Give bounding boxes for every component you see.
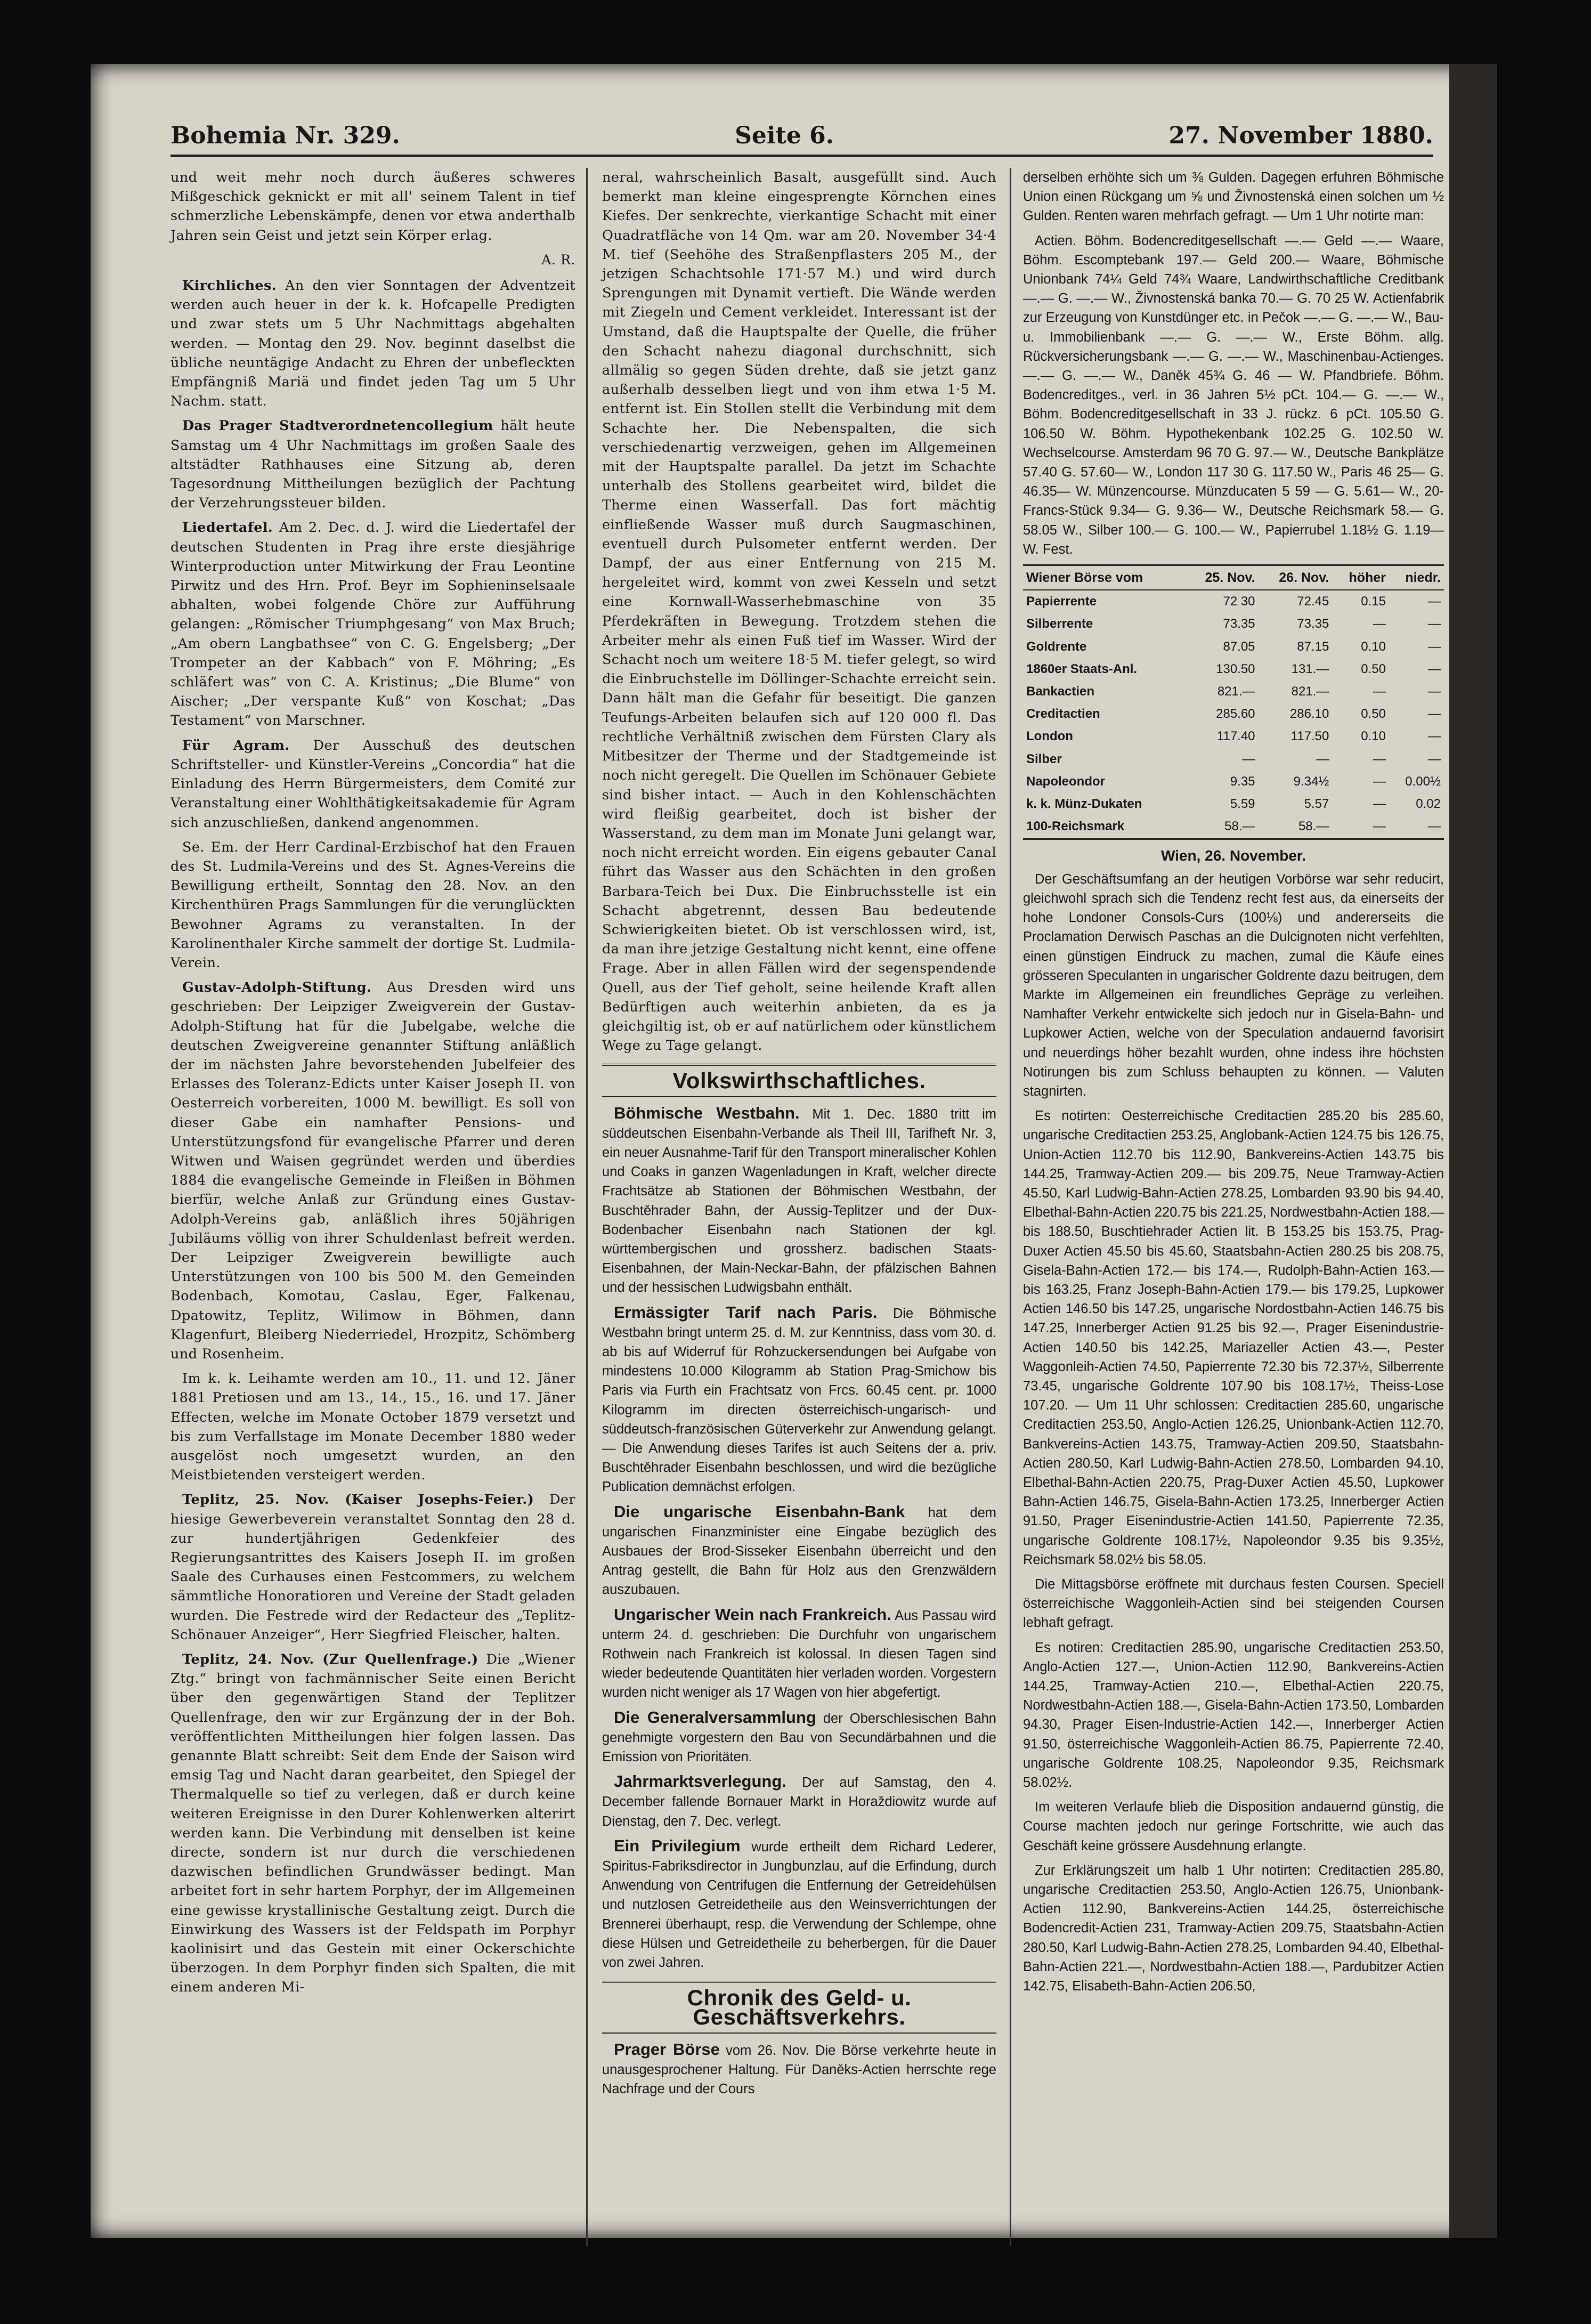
table-cell: — bbox=[1428, 617, 1441, 631]
article-text: und weit mehr noch durch äußeres schweres Mißgeschick geknickt er mit all' seinem Talent in tief schmerzliche Lebenskämpfe, denen vor etwa anderthalb Jahren sein Geist und jetzt sein Körper erlag. bbox=[171, 169, 575, 244]
stock-quotes: Actien. Böhm. Bodencreditgesellschaft —.— Geld —.— Waare, Böhm. Escomptebank 197.— Geld 200.— Waare, Böhmische Unionbank 74¼ Geld 74¾ Waare, Landwirthschaftliche Creditbank —.— G. —.— W., Živnostenská banka 70.— G. 70 25 W. Actienfabrik zur Erzeugung von Kunstdünger etc. in Pečok —.— G. —.— W., Bau- u. Immobilienbank —.— G. —.— W., Erste Böhm. allg. Rückversicherungsbank —.— G. —.— W., Maschinenbau-Actienges. —.— G. —.— W., Daněk 45¾ G. 46 — W. Pfandbriefe. Böhm. Bodencreditges., verl. in 36 Jahren 5½ pCt. 104.— G. —.— W., Böhm. Bodencreditgesellschaft in 33 J. rückz. 6 pCt. 105.50 G. 106.50 W. Böhm. Hypothekenbank 102.25 G. 102.50 W. Wechselcourse. Amsterdam 96 70 G. 97.— W., Deutsche Bankplätze 57.40 G. 57.60— W., London 117 30 G. 117.50 W., Paris 46 25— G. 46.35— W. Münzencourse. Münzducaten 5 59 — G. 5.61— W., 20-Francs-Stück 9.34— G. 9.36— W., Deutsche Reichsmark 58.— G. 58.05 W., Silber 100.— G. 100.— W., Papierrubel 1.18½ G. 1.19— W. Fest. bbox=[1023, 233, 1444, 557]
table-cell: 117.40 bbox=[1216, 729, 1255, 744]
table-cell: 58.— bbox=[1259, 815, 1333, 839]
table-row bbox=[1023, 613, 1444, 635]
table-cell: — bbox=[1428, 661, 1441, 676]
table-row bbox=[1023, 636, 1444, 658]
news-item bbox=[171, 1490, 575, 1645]
news-body: Am 2. Dec. d. J. wird die Liedertafel der deutschen Studenten in Prag ihre erste diesjährige Winterproduction unter Mitwirkung der Frau Leontine Pirwitz und des Hrn. Prof. Beyr im Sophieninselsaale abhalten, wobei folgende Chöre zur Aufführung gelangen: „Römischer Triumphgesang“ von Max Bruch; „Am obern Langbathsee“ von C. G. Engelsberg; „Der Trompeter an der Kabbach“ von F. Möhring; „Es schläfert was“ von C. A. Kristinus; „Die Blume“ von Aischer; „Der verspante Kuß“ von Koschat; „Das Testament“ von Marschner. bbox=[171, 520, 575, 729]
table-header-cell: höher bbox=[1332, 565, 1389, 590]
table-row-label: Napoleondor bbox=[1026, 774, 1105, 789]
news-item bbox=[171, 978, 575, 1364]
table-cell: 130.50 bbox=[1216, 661, 1255, 676]
table-cell: — bbox=[1373, 751, 1386, 766]
newspaper-page bbox=[91, 64, 1497, 2238]
economy-item bbox=[602, 1836, 996, 1972]
table-row-label: 100-Reichsmark bbox=[1023, 815, 1184, 839]
page-edge-shadow bbox=[1449, 64, 1497, 2238]
table-cell: — bbox=[1242, 751, 1255, 766]
news-headline: Gustav-Adolph-Stiftung. bbox=[182, 979, 372, 996]
economy-body: hat dem ungarischen Finanzminister eine Eingabe bezüglich des Ausbaues der Brod-Sisseker Eisenbahn überreicht und den Antrag gestellt, die Bahn für Holz aus den Grenzwäldern auszubauen. bbox=[602, 1505, 996, 1598]
table-cell: 9.35 bbox=[1230, 774, 1255, 789]
table-row bbox=[1023, 658, 1444, 681]
column-divider-1 bbox=[586, 168, 588, 2246]
header-page-number: Seite 6. bbox=[735, 122, 834, 149]
finance-body: vom 26. Nov. Die Börse verkehrte heute in unausgesprochener Haltung. Für Daněks-Actien herrschte rege Nachfrage und der Cours bbox=[602, 2043, 996, 2097]
table-row-label: Silber bbox=[1026, 751, 1062, 766]
news-headline: Liedertafel. bbox=[182, 520, 273, 536]
page-header bbox=[171, 96, 1433, 149]
section-title-finance-chronicle: Chronik des Geld- u. Geschäftsverkehrs. bbox=[602, 1981, 996, 2033]
table-cell: — bbox=[1373, 617, 1386, 631]
vienna-exchange-table bbox=[1023, 564, 1444, 839]
table-cell: — bbox=[1428, 729, 1441, 744]
table-row bbox=[1023, 725, 1444, 748]
table-header-cell: niedr. bbox=[1389, 565, 1444, 590]
finance-text: Der Geschäftsumfang an der heutigen Vorbörse war sehr reducirt, gleichwohl sprach sich die Tendenz recht fest aus, da einerseits der hohe Londoner Consols-Curs (100⅛) und andererseits die Proclamation Derwisch Paschas an die Dulcignoten nicht verfehlten, einen günstigen Eindruck zu machen, zumal die Käufe eines grösseren Speculanten in ungarischer Goldrente dazu beitrugen, dem Markte im Allgemeinen ein freundliches Gepräge zu verleihen. Namhafter Verkehr entwickelte sich jedoch nur in Gisela-Bahn- und Lupkower Actien, welche von der Speculation andauernd favorisirt und neuerdings höher bezahlt wurden, ohne indess ihre höchsten Notirungen bis zum Schluss behaupten zu können. — Valuten stagnirten. bbox=[1023, 871, 1444, 1099]
vienna-report-title: Wien, 26. November. bbox=[1160, 847, 1306, 864]
finance-item bbox=[602, 2040, 996, 2099]
finance-text: Zur Erklärungszeit um halb 1 Uhr notirten: Creditactien 285.80, ungarische Creditactien 253.50, Anglo-Actien 126.75, Unionbank-Actien 112.90, Bankvereins-Actien 144.25, österreichische Bodencredit-Actien 231, Tramway-Actien 209.75, Staatsbahn-Actien 280.50, Karl Ludwig-Bahn-Actien 278.25, Lombarden 94.40, Elbethal-Bahn-Actien 221.—, Nordwestbahn-Actien 188.—, Pardubitzer Actien 142.75, Elisabeth-Bahn-Actien 206.50, bbox=[1023, 1863, 1444, 1994]
article-continuation: neral, wahrscheinlich Basalt, ausgefüllt sind. Auch bemerkt man kleine eingesprengte Körnchen eines Kiefes. Der senkrechte, vierkantige Schacht mit einer Quadratfläche von 14 Qm. war am 20. November 34·4 M. tief (Seehöhe des Straßenpflasters 205 M., der jetzigen Schachtsohle 171·57 M.) und wird durch Sprengungen mit Dynamit vertieft. Die Wände werden mit Ziegeln und Cement verkleidet. Interessant ist der Umstand, daß die Hauptspalte der Quelle, die früher den Schacht nahezu diagonal durchschnitt, sich allmälig so gegen Süden drehte, daß sie jetzt ganz außerhalb desselben liegt und von ihm etwa 1·5 M. entfernt ist. Ein Stollen stellt die Verbindung mit dem Schachte her. Die Nebenspalten, die sich verschiedenartig verzweigen, gehen im Allgemeinen mit der Hauptspalte parallel. Da jetzt im Schachte unterhalb des Stollens gearbeitet wird, bildet die Therme einen Wasserfall. Das fort mächtig einfließende Wasser muß durch Saugmaschinen, eventuell durch Pulsometer entfernt werden. Der Dampf, der aus einer Entfernung von 215 M. hergeleitet wird, kommt von zwei Kesseln und setzt eine Kornwall-Wasserhebmaschine von 35 Pferdekräften in Bewegung. Trotzdem stehen die Arbeiter mehr als einen Fuß tief im Wasser. Wird der Schacht noch um weitere 18·5 M. tiefer gelegt, so wird die Einbruchstelle im Döllinger-Schachte erreicht sein. Dann hält man die Gefahr für beseitigt. Die ganzen Teufungs-Arbeiten belaufen sich auf 120 000 fl. Das rechtliche Verhältniß zwischen dem Fürsten Clary als Mitbesitzer der Therme und der Stadtgemeinde ist noch nicht geregelt. Die Quellen im Schönauer Gebiete sind bisher intact. — Auch in den Kohlenschächten wird fleißig gearbeitet, doch ist bisher der Wasserstand, zu dem man im Monate Juni gelangt war, noch nicht erreicht worden. Ein eigens gebauter Canal führt das Wasser aus den Schächten in den großen Barbara-Teich bei Dux. Die Einbruchsstelle ist ein Schacht abgetrennt, dessen Bau bedeutende Schwierigkeiten bietet. Ob ist verschlossen wird, ist, da man ihre jetzige Gestaltung nicht kennt, eine offene Frage. Aber in allen Fällen wird der segenspendende Quell, aus der Tief geholt, seine heilende Kraft allen Bedürftigen auch weiterhin anbieten, da es ja gleichgiltig ist, ob er auf natürlichem oder künstlichem Wege zu Tage gelangt. bbox=[602, 169, 996, 1054]
table-row-label: k. k. Münz-Dukaten bbox=[1026, 797, 1142, 812]
economy-body: wurde ertheilt dem Richard Lederer, Spiritus-Fabriksdirector in Jungbunzlau, auf die Erfindung, durch Anwendung von Centrifugen die Entfernung der Getreidehülsen und nutzlosen Getreidetheile aus den Weinsverrichtungen der Brennerei überhaupt, resp. die Verwendung der Schlempe, ohne diese Hülsen und Getreidetheile zu beherbergen, für die Dauer von zwei Jahren. bbox=[602, 1839, 996, 1971]
table-cell: — bbox=[1373, 797, 1386, 812]
table-row-label: Goldrente bbox=[1026, 639, 1087, 654]
finance-text: Im weiteren Verlaufe blieb die Disposition andauernd günstig, die Course machten jedoch nur geringe Fortschritte, wie auch das Geschäft keine grössere Ausdehnung erlangte. bbox=[1023, 1800, 1444, 1853]
table-row-label: Papierrente bbox=[1026, 594, 1097, 609]
finance-text: Die Mittagsbörse eröffnete mit durchaus festen Coursen. Speciell österreichische Waggonleih-Actien sind bei steigenden Coursen lebhaft gefragt. bbox=[1023, 1577, 1444, 1631]
table-cell: 0.00½ bbox=[1405, 774, 1441, 789]
economy-headline: Böhmische Westbahn. bbox=[614, 1103, 800, 1122]
table-cell: — bbox=[1373, 774, 1386, 789]
news-item bbox=[171, 416, 575, 513]
table-row bbox=[1023, 681, 1444, 703]
economy-headline: Die ungarische Eisenbahn-Bank bbox=[614, 1502, 905, 1521]
table-header-row bbox=[1023, 565, 1444, 590]
table-cell: 286.10 bbox=[1289, 707, 1329, 722]
table-body bbox=[1023, 590, 1444, 839]
news-headline: Teplitz, 25. Nov. (Kaiser Josephs-Feier.) bbox=[182, 1492, 534, 1508]
economy-body: Der auf Samstag, den 4. December fallende Bornauer Markt in Horaždiowitz wurde auf Dienstag, den 7. Dec. verlegt. bbox=[602, 1775, 996, 1829]
economy-item bbox=[602, 1708, 996, 1767]
news-headline: Teplitz, 24. Nov. (Zur Quellenfrage.) bbox=[182, 1651, 478, 1668]
section-title-economy: Volkswirthschaftliches. bbox=[602, 1064, 996, 1097]
news-headline: Das Prager Stadtverordnetencollegium bbox=[182, 418, 493, 434]
table-cell: 58.— bbox=[1184, 815, 1259, 839]
table-cell: 87.05 bbox=[1223, 639, 1255, 654]
table-cell: 0.10 bbox=[1361, 639, 1386, 654]
economy-item bbox=[602, 1303, 996, 1497]
news-headline: Kirchliches. bbox=[182, 278, 277, 294]
table-cell: 72.45 bbox=[1297, 594, 1329, 609]
table-cell: 285.60 bbox=[1216, 707, 1255, 722]
economy-body: Aus Passau wird unterm 24. d. geschrieben: Die Durchfuhr von ungarischem Rothwein nach Frankreich ist kolossal. In diesen Tagen sind wieder bedeutende Quantitäten hier verladen worden. Vorgestern wurden nicht weniger als 17 Wagen von hier abgefertigt. bbox=[602, 1608, 996, 1701]
economy-body: der Oberschlesischen Bahn genehmigte vorgestern den Bau von Secundärbahnen und die Emission von Prioritäten. bbox=[602, 1711, 996, 1765]
table-cell: 821.— bbox=[1291, 684, 1329, 699]
table-row-label: Silberrente bbox=[1026, 617, 1093, 631]
news-body: An den vier Sonntagen der Adventzeit werden auch heuer in der k. k. Hofcapelle Predigten und zwar stets um 5 Uhr Nachmittags abgehalten werden. — Montag den 29. Nov. beginnt daselbst die übliche neuntägige Andacht zu Ehren der unbefleckten Empfängniß Mariä und findet jeden Tag um 5 Uhr Nachm. statt. bbox=[171, 278, 575, 410]
table-cell: 72 30 bbox=[1223, 594, 1255, 609]
table-cell: 73.35 bbox=[1297, 617, 1329, 631]
table-cell: — bbox=[1373, 684, 1386, 699]
table-header-cell: Wiener Börse vom bbox=[1023, 565, 1184, 590]
table-cell: 9.34½ bbox=[1293, 774, 1329, 789]
finance-text: Es notiren: Creditactien 285.90, ungarische Creditactien 253.50, Anglo-Actien 127.—, Union-Actien 112.90, Bankvereins-Actien 144.25, Tramway-Actien 210.—, Elbethal-Actien 220.75, Nordwestbahn-Actien 188.—, Gisela-Bahn-Actien 173.50, Lombarden 94.30, Prager Eisen-Industrie-Actien 142.—, Innerberger Actien 91.50, österreichische Waggonleih-Actien 86.75, Papierrente 72.40, ungarische Goldrente 108.25, Napoleondor 9.35, Reichsmark 58.02½. bbox=[1023, 1640, 1444, 1791]
news-body: Der hiesige Gewerbeverein veranstaltet Sonntag den 28 d. zur hundertjährigen Gedenkfeier des Regierungsantrittes des Kaisers Joseph II. im großen Saale des Curhauses einen Festcommers, zu welchem sämmtliche Honoratioren und Vereine der Stadt geladen wurden. Die Festrede wird der Redacteur des „Teplitz-Schönauer Anzeiger“, Herr Siegfried Fleischer, halten. bbox=[171, 1492, 575, 1643]
column-2 bbox=[602, 168, 996, 2104]
table-cell: 73.35 bbox=[1223, 617, 1255, 631]
news-headline: Für Agram. bbox=[182, 737, 290, 754]
table-cell: 0.15 bbox=[1361, 594, 1386, 609]
table-row bbox=[1023, 748, 1444, 771]
table-cell: 131.— bbox=[1291, 661, 1329, 676]
table-row bbox=[1023, 590, 1444, 613]
economy-item bbox=[602, 1104, 996, 1298]
finance-text: Es notirten: Oesterreichische Creditactien 285.20 bis 285.60, ungarische Creditactien 253.25, Anglobank-Actien 124.75 bis 126.75, Union-Actien 112.70 bis 112.90, Bankvereins-Actien 143.75 bis 144.25, Tramway-Actien 209.— bis 209.75, Neue Tramway-Actien 45.50, Karl Ludwig-Bahn-Actien 278.25, Lombarden 93.90 bis 94.40, Elbethal-Bahn-Actien 220.75 bis 221.25, Nordwestbahn-Actien 188.— bis 188.50, Buschtiehrader Actien lit. B 153.25 bis 153.75, Prag-Duxer Actien 45.50 bis 45.60, Staatsbahn-Actien 280.25 bis 208.75, Gisela-Bahn-Actien 172.— bis 174.—, Rudolph-Bahn-Actien 163.— bis 163.25, Franz Joseph-Bahn-Actien 179.— bis 179.25, Lupkower Actien 146.50 bis 147.25, ungarische Nordostbahn-Actien 146.75 bis 147.25, Innerberger Actien 91.25 bis 92.—, Prager Eisenindustrie-Actien 140.50 bis 142.25, Mariazeller Actien 43.—, Pester Waggonleih-Actien 74.50, Papierrente 72.30 bis 72.37½, Silberrente 73.45, ungarische Goldrente 107.90 bis 108.17½, Theiss-Lose 107.20. — Um 11 Uhr schlossen: Creditactien 285.60, ungarische Creditactien 253.50, Anglo-Actien 126.25, Unionbank-Actien 112.70, Bankvereins-Actien 143.75, Tramway-Actien 209.50, Staatsbahn-Actien 280.50, Karl Ludwig-Bahn-Actien 278.50, Lombarden 94.10, Elbethal-Bahn-Actien 220.75, Prag-Duxer Actien 45.50, Lupkower Bahn-Actien 146.75, Gisela-Bahn-Actien 173.25, Innerberger Actien 91.50, Prager Eisenindustrie-Actien 141.50, Papierrente 72.35, ungarische Goldrente 108.17½, Napoleondor 9.35 bis 9.35½, Reichsmark 58.02½ bis 58.05. bbox=[1023, 1108, 1444, 1567]
table-header-cell: 25. Nov. bbox=[1184, 565, 1259, 590]
news-body: Die „Wiener Ztg.“ bringt von fachmännischer Seite einen Bericht über den gegenwärtigen Stand der Teplitzer Quellenfrage, den wir zur Ergänzung der in der Boh. veröffentlichten Mittheilungen hier folgen lassen. Das genannte Blatt schreibt: Seit dem Ende der Saison wird emsig Tag und Nacht daran gearbeitet, den Spiegel der Thermalquelle so tief zu verlegen, daß er durch keine weiteren Ereignisse in den Durer Kohlenwerken alterirt werden kann. Die Verbindung mit denselben ist keine directe, sondern ist nur durch die verschiedenen dazwischen befindlichen Grundwässer bedingt. Man arbeitet fort in sehr hartem Porphyr, der im Allgemeinen eine gewisse krystallinische Gestaltung zeigt. Durch die Einwirkung des Wassers ist der Feldspath im Porphyr kaolinisirt und das Gestein mit einer Ockerschichte überzogen. In dem Porphyr finden sich Spalten, die mit einem anderen Mi- bbox=[171, 1651, 575, 1996]
table-row-label: 1860er Staats-Anl. bbox=[1026, 661, 1138, 676]
table-cell: — bbox=[1428, 684, 1441, 699]
news-body: Aus Dresden wird uns geschrieben: Der Leipziger Zweigverein der Gustav-Adolph-Stiftung hat für die Jubelgabe, welche die deutschen Zweigvereine genannter Stiftung anläßlich der im nächsten Jahre bevorstehenden Jubelfeier des Erlasses des Toleranz-Edicts unter Kaiser Joseph II. von Oesterreich vorbereiten, 1000 M. bewilligt. Es soll von dieser Gabe ein namhafter Pensions- und Unterstützungsfond für evangelische Pfarrer und deren Witwen und Waisen gegründet werden und überdies 1884 die evangelische Gemeinde in Fleißen in Böhmen bierfür, welche Anlaß zur Gründung eines Gustav-Adolph-Vereins gab, anläßlich ihres 50jährigen Jubiläums völlig von ihrer Schuldenlast befreit werden. Der Leipziger Zweigverein bewilligte auch Unterstützungen von 100 bis 500 M. den Gemeinden Bodenbach, Komotau, Caslau, Eger, Falkenau, Dpatowitz, Teplitz, Wilimow in Böhmen, dann Klagenfurt, Bleiberg Niederriedel, Hrozpitz, Schömberg und Rosenheim. bbox=[171, 979, 575, 1362]
table-header-cell: 26. Nov. bbox=[1259, 565, 1333, 590]
column-1 bbox=[171, 168, 575, 2003]
table-row-label: Creditactien bbox=[1026, 707, 1100, 722]
table-cell: 5.59 bbox=[1230, 797, 1255, 812]
table-cell: 87.15 bbox=[1297, 639, 1329, 654]
table-row bbox=[1023, 703, 1444, 725]
header-rule bbox=[171, 155, 1433, 157]
economy-headline: Ungarischer Wein nach Frankreich. bbox=[614, 1605, 892, 1624]
economy-headline: Jahrmarktsverlegung. bbox=[614, 1772, 786, 1791]
economy-headline: Ein Privilegium bbox=[614, 1836, 741, 1855]
table-row bbox=[1023, 793, 1444, 815]
table-row bbox=[1023, 771, 1444, 793]
news-item: Se. Em. der Herr Cardinal-Erzbischof hat den Frauen des St. Ludmila-Vereins und des St. Agnes-Vereins die Bewilligung ertheilt, Sonntag den 28. Nov. an den Kirchenthüren Prags Sammlungen für die verunglückten Bewohner Agrams zu veranstalten. In der Karolinenthaler Kirche sammelt der dortige St. Ludmila-Verein. bbox=[171, 839, 575, 971]
table-row-label: Bankactien bbox=[1026, 684, 1095, 699]
economy-headline: Die Generalversammlung bbox=[614, 1707, 816, 1727]
table-cell: 117.50 bbox=[1290, 729, 1329, 744]
table-cell: — bbox=[1316, 751, 1329, 766]
header-title: Bohemia Nr. 329. bbox=[171, 122, 400, 149]
economy-headline: Ermässigter Tarif nach Paris. bbox=[614, 1302, 878, 1322]
economy-body: Die Böhmische Westbahn bringt unterm 25. d. M. zur Kenntniss, dass vom 30. d. ab bis auf Widerruf für Rohzuckersendungen bei Aufgabe von mindestens 10.000 Kilogramm ab Station Prag-Smichow bis Paris via Furth ein Frachtsatz von Frcs. 60.45 cent. pr. 1000 Kilogramm im directen österreichisch-ungarisch- und süddeutsch-französischen Güterverkehr zur Anwendung gelangt. — Die Anwendung dieses Tarifes ist auch Seitens der a. priv. Buschtěhrader Eisenbahn beschlossen, und wird die bezügliche Publication demnächst erfolgen. bbox=[602, 1306, 996, 1495]
finance-headline: Prager Börse bbox=[614, 2039, 720, 2059]
news-item: Im k. k. Leihamte werden am 10., 11. und 12. Jäner 1881 Pretiosen und am 13., 14., 15., 16. und 17. Jäner Effecten, welche im Monate October 1879 versetzt und bis zum Verfallstage im Monate December 1880 weder ausgelöst noch umgesetzt wurden, an den Meistbietenden versteigert werden. bbox=[171, 1371, 575, 1484]
table-cell: — bbox=[1428, 639, 1441, 654]
economy-item bbox=[602, 1605, 996, 1703]
table-cell: 0.50 bbox=[1361, 661, 1386, 676]
news-item bbox=[171, 518, 575, 730]
table-cell: — bbox=[1428, 707, 1441, 722]
news-body: Der Ausschuß des deutschen Schriftsteller- und Künstler-Vereins „Concordia“ hat die Einladung des Herrn Bürgermeisters, dem Comité zur Veranstaltung einer Wohlthätigkeitsakademie für Agram sich anzuschließen, dankend angenommen. bbox=[171, 737, 575, 831]
table-row-label: London bbox=[1026, 729, 1073, 744]
column-3 bbox=[1023, 168, 1444, 2001]
table-cell: 0.02 bbox=[1416, 797, 1441, 812]
column-divider-2 bbox=[1010, 168, 1011, 2246]
news-item bbox=[171, 276, 575, 411]
table-cell: 0.10 bbox=[1361, 729, 1386, 744]
table-cell: — bbox=[1428, 594, 1441, 609]
article-signature: A. R. bbox=[541, 252, 575, 268]
table-cell: — bbox=[1428, 751, 1441, 766]
economy-item bbox=[602, 1772, 996, 1831]
table-cell: 5.57 bbox=[1304, 797, 1329, 812]
table-cell: 0.50 bbox=[1361, 707, 1386, 722]
news-body: hält heute Samstag um 4 Uhr Nachmittags im großen Saale des altstädter Rathhauses eine Sitzung ab, deren Tagesordnung Mittheilungen bezüglich der Pachtung der Verzehrungssteuer bilden. bbox=[171, 418, 575, 512]
table-row bbox=[1023, 815, 1444, 839]
news-item bbox=[171, 736, 575, 832]
economy-body: Mit 1. Dec. 1880 tritt im süddeutschen Eisenbahn-Verbande als Theil III, Tarifheft Nr. 3, ein neuer Ausnahme-Tarif für den Transport mineralischer Kohlen und Coaks in ganzen Wagenladungen in Kraft, welcher directe Frachtsätze ab Stationen der Böhmischen Westbahn, der Buschtěhrader Bahn, der Aussig-Teplitzer und der Dux-Bodenbacher Eisenbahn nach Stationen der kgl. württembergischen und grossherz. badischen Staats-Eisenbahnen, der Main-Neckar-Bahn, der pfälzischen Bahnen und der hessischen Ludwigsbahn enthält. bbox=[602, 1106, 996, 1295]
finance-text: derselben erhöhte sich um ⅜ Gulden. Dagegen erfuhren Böhmische Union einen Rückgang um ⅝ und Živnostenská einen solchen um ½ Gulden. Renten waren mehrfach gefragt. — Um 1 Uhr notirte man: bbox=[1023, 170, 1444, 224]
table-cell: — bbox=[1332, 815, 1389, 839]
header-date: 27. November 1880. bbox=[1168, 122, 1433, 149]
economy-item bbox=[602, 1502, 996, 1600]
table-cell: — bbox=[1389, 815, 1444, 839]
table-cell: 821.— bbox=[1217, 684, 1255, 699]
news-item bbox=[171, 1650, 575, 1997]
